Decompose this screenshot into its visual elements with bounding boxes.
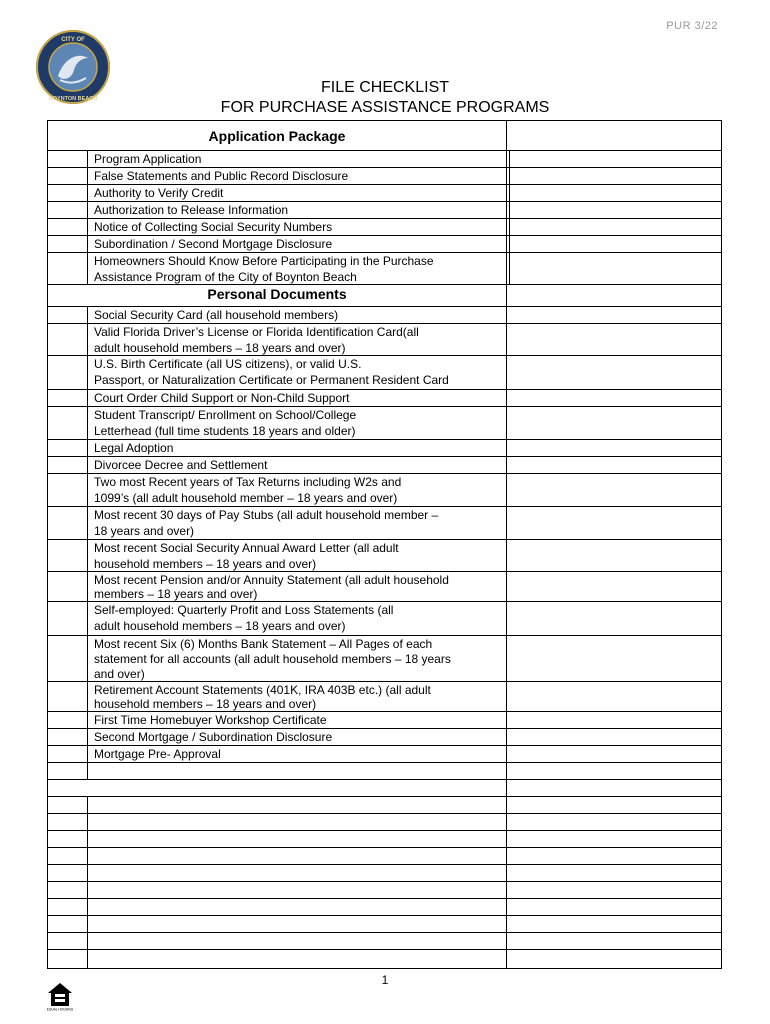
empty-row [48,916,721,933]
form-code: PUR 3/22 [666,20,718,32]
list-item: False Statements and Public Record Disclosure [94,169,349,183]
table-row [48,602,721,636]
checkbox-cell[interactable] [48,865,88,881]
checkbox-cell[interactable] [48,636,88,681]
checkbox-cell[interactable] [48,151,88,167]
table-row [48,507,721,540]
svg-text:CITY OF: CITY OF [61,37,85,43]
table-row [48,390,721,407]
equal-housing-logo [46,981,74,1011]
table-row [48,712,721,729]
checkbox-cell[interactable] [48,746,88,762]
empty-row [48,780,721,797]
checkbox-cell[interactable] [48,185,88,201]
checkbox-cell[interactable] [48,407,88,439]
list-item-continued: statement for all accounts (all adult household members – 18 years [94,652,451,666]
table-row [48,185,721,202]
table-row [48,682,721,712]
page-number: 1 [381,973,389,987]
checkbox-cell[interactable] [48,202,88,218]
empty-row [48,763,721,780]
checkbox-cell[interactable] [48,882,88,898]
list-item: Authority to Verify Credit [94,186,224,200]
list-item: Retirement Account Statements (401K, IRA 403B etc.) (all adult [94,683,431,697]
table-row [48,540,721,572]
table-row [48,636,721,682]
list-item-continued: members – 18 years and over) [94,587,258,601]
list-item-continued: adult household members – 18 years and over) [94,619,346,633]
table-row [48,746,721,763]
section-header-row [48,285,721,307]
checkbox-cell[interactable] [48,933,88,949]
list-item-continued: household members – 18 years and over) [94,557,317,571]
svg-text:EQUAL HOUSING: EQUAL HOUSING [46,1007,74,1011]
checkbox-cell[interactable] [48,390,88,406]
checkbox-cell[interactable] [48,831,88,847]
list-item: Second Mortgage / Subordination Disclosure [94,730,333,744]
list-item: Program Application [94,152,202,166]
section-title-application: Application Package [208,128,346,144]
table-row [48,440,721,457]
section-title-personal: Personal Documents [207,286,347,302]
list-item: Most recent 30 days of Pay Stubs (all adult household member – [94,508,439,522]
table-row [48,407,721,440]
checkbox-cell[interactable] [48,572,88,601]
list-item: Most recent Social Security Annual Award Letter (all adult [94,541,399,555]
empty-row [48,899,721,916]
list-item: Divorcee Decree and Settlement [94,458,268,472]
checkbox-cell[interactable] [48,507,88,539]
checkbox-cell[interactable] [48,899,88,915]
list-item-continued: 1099’s (all adult household member – 18 years and over) [94,491,398,505]
table-row [48,356,721,390]
checkbox-cell[interactable] [48,253,88,284]
checkbox-cell[interactable] [48,236,88,252]
checkbox-cell[interactable] [48,848,88,864]
checkbox-cell[interactable] [48,712,88,728]
table-row [48,219,721,236]
list-item: Social Security Card (all household members) [94,308,339,322]
checkbox-cell[interactable] [48,763,88,779]
table-row [48,168,721,185]
table-row [48,151,721,168]
checkbox-cell[interactable] [48,219,88,235]
document-subtitle: FOR PURCHASE ASSISTANCE PROGRAMS [220,99,550,116]
table-row [48,307,721,324]
checkbox-cell[interactable] [48,729,88,745]
list-item: Court Order Child Support or Non-Child Support [94,391,350,405]
table-row [48,729,721,746]
list-item: Student Transcript/ Enrollment on School/College [94,408,357,422]
empty-row [48,797,721,814]
checkbox-cell[interactable] [48,324,88,355]
list-item: Most recent Pension and/or Annuity Statement (all adult household [94,573,449,587]
list-item-continued: Assistance Program of the City of Boynton Beach [94,270,357,284]
list-item: First Time Homebuyer Workshop Certificate [94,713,327,727]
checkbox-cell[interactable] [48,307,88,323]
empty-row [48,933,721,950]
list-item-continued: household members – 18 years and over) [94,697,317,711]
checkbox-cell[interactable] [48,916,88,932]
empty-row [48,831,721,848]
empty-row [48,848,721,865]
list-item: Legal Adoption [94,441,174,455]
checkbox-cell[interactable] [48,797,88,813]
list-item: U.S. Birth Certificate (all US citizens), or valid U.S. [94,357,362,371]
empty-row [48,814,721,831]
list-item-continued: 18 years and over) [94,524,195,538]
checkbox-cell[interactable] [48,950,88,968]
list-item: Self-employed: Quarterly Profit and Loss Statements (all [94,603,394,617]
checkbox-cell[interactable] [48,474,88,506]
checkbox-cell[interactable] [48,540,88,571]
list-item: Notice of Collecting Social Security Numbers [94,220,333,234]
svg-text:BOYNTON BEACH: BOYNTON BEACH [48,96,98,102]
table-row [48,572,721,602]
document-title: FILE CHECKLIST [320,79,450,96]
list-item: Authorization to Release Information [94,203,289,217]
list-item: Subordination / Second Mortgage Disclosure [94,237,333,251]
checkbox-cell[interactable] [48,440,88,456]
table-row [48,202,721,219]
table-row [48,236,721,253]
list-item: Mortgage Pre- Approval [94,747,221,761]
empty-row [48,865,721,882]
checkbox-cell[interactable] [48,814,88,830]
table-row [48,253,721,285]
checkbox-cell[interactable] [48,682,88,711]
table-row [48,474,721,507]
checkbox-cell[interactable] [48,457,88,473]
checkbox-cell[interactable] [48,602,88,635]
list-item-continued: Passport, or Naturalization Certificate or Permanent Resident Card [94,373,449,387]
list-item: Homeowners Should Know Before Participating in the Purchase [94,254,434,268]
checkbox-cell[interactable] [48,168,88,184]
table-row [48,324,721,356]
list-item: Most recent Six (6) Months Bank Statement – All Pages of each [94,637,433,651]
list-item: Two most Recent years of Tax Returns including W2s and [94,475,402,489]
empty-row [48,882,721,899]
checklist-table [47,120,722,969]
list-item-continued: Letterhead (full time students 18 years and older) [94,424,356,438]
list-item: Valid Florida Driver’s License or Florida Identification Card(all [94,325,419,339]
section-header-row [48,121,721,151]
list-item-continued: adult household members – 18 years and over) [94,341,346,355]
list-item-continued: and over) [94,667,145,681]
empty-row [48,950,721,968]
checkbox-cell[interactable] [48,356,88,389]
table-row [48,457,721,474]
